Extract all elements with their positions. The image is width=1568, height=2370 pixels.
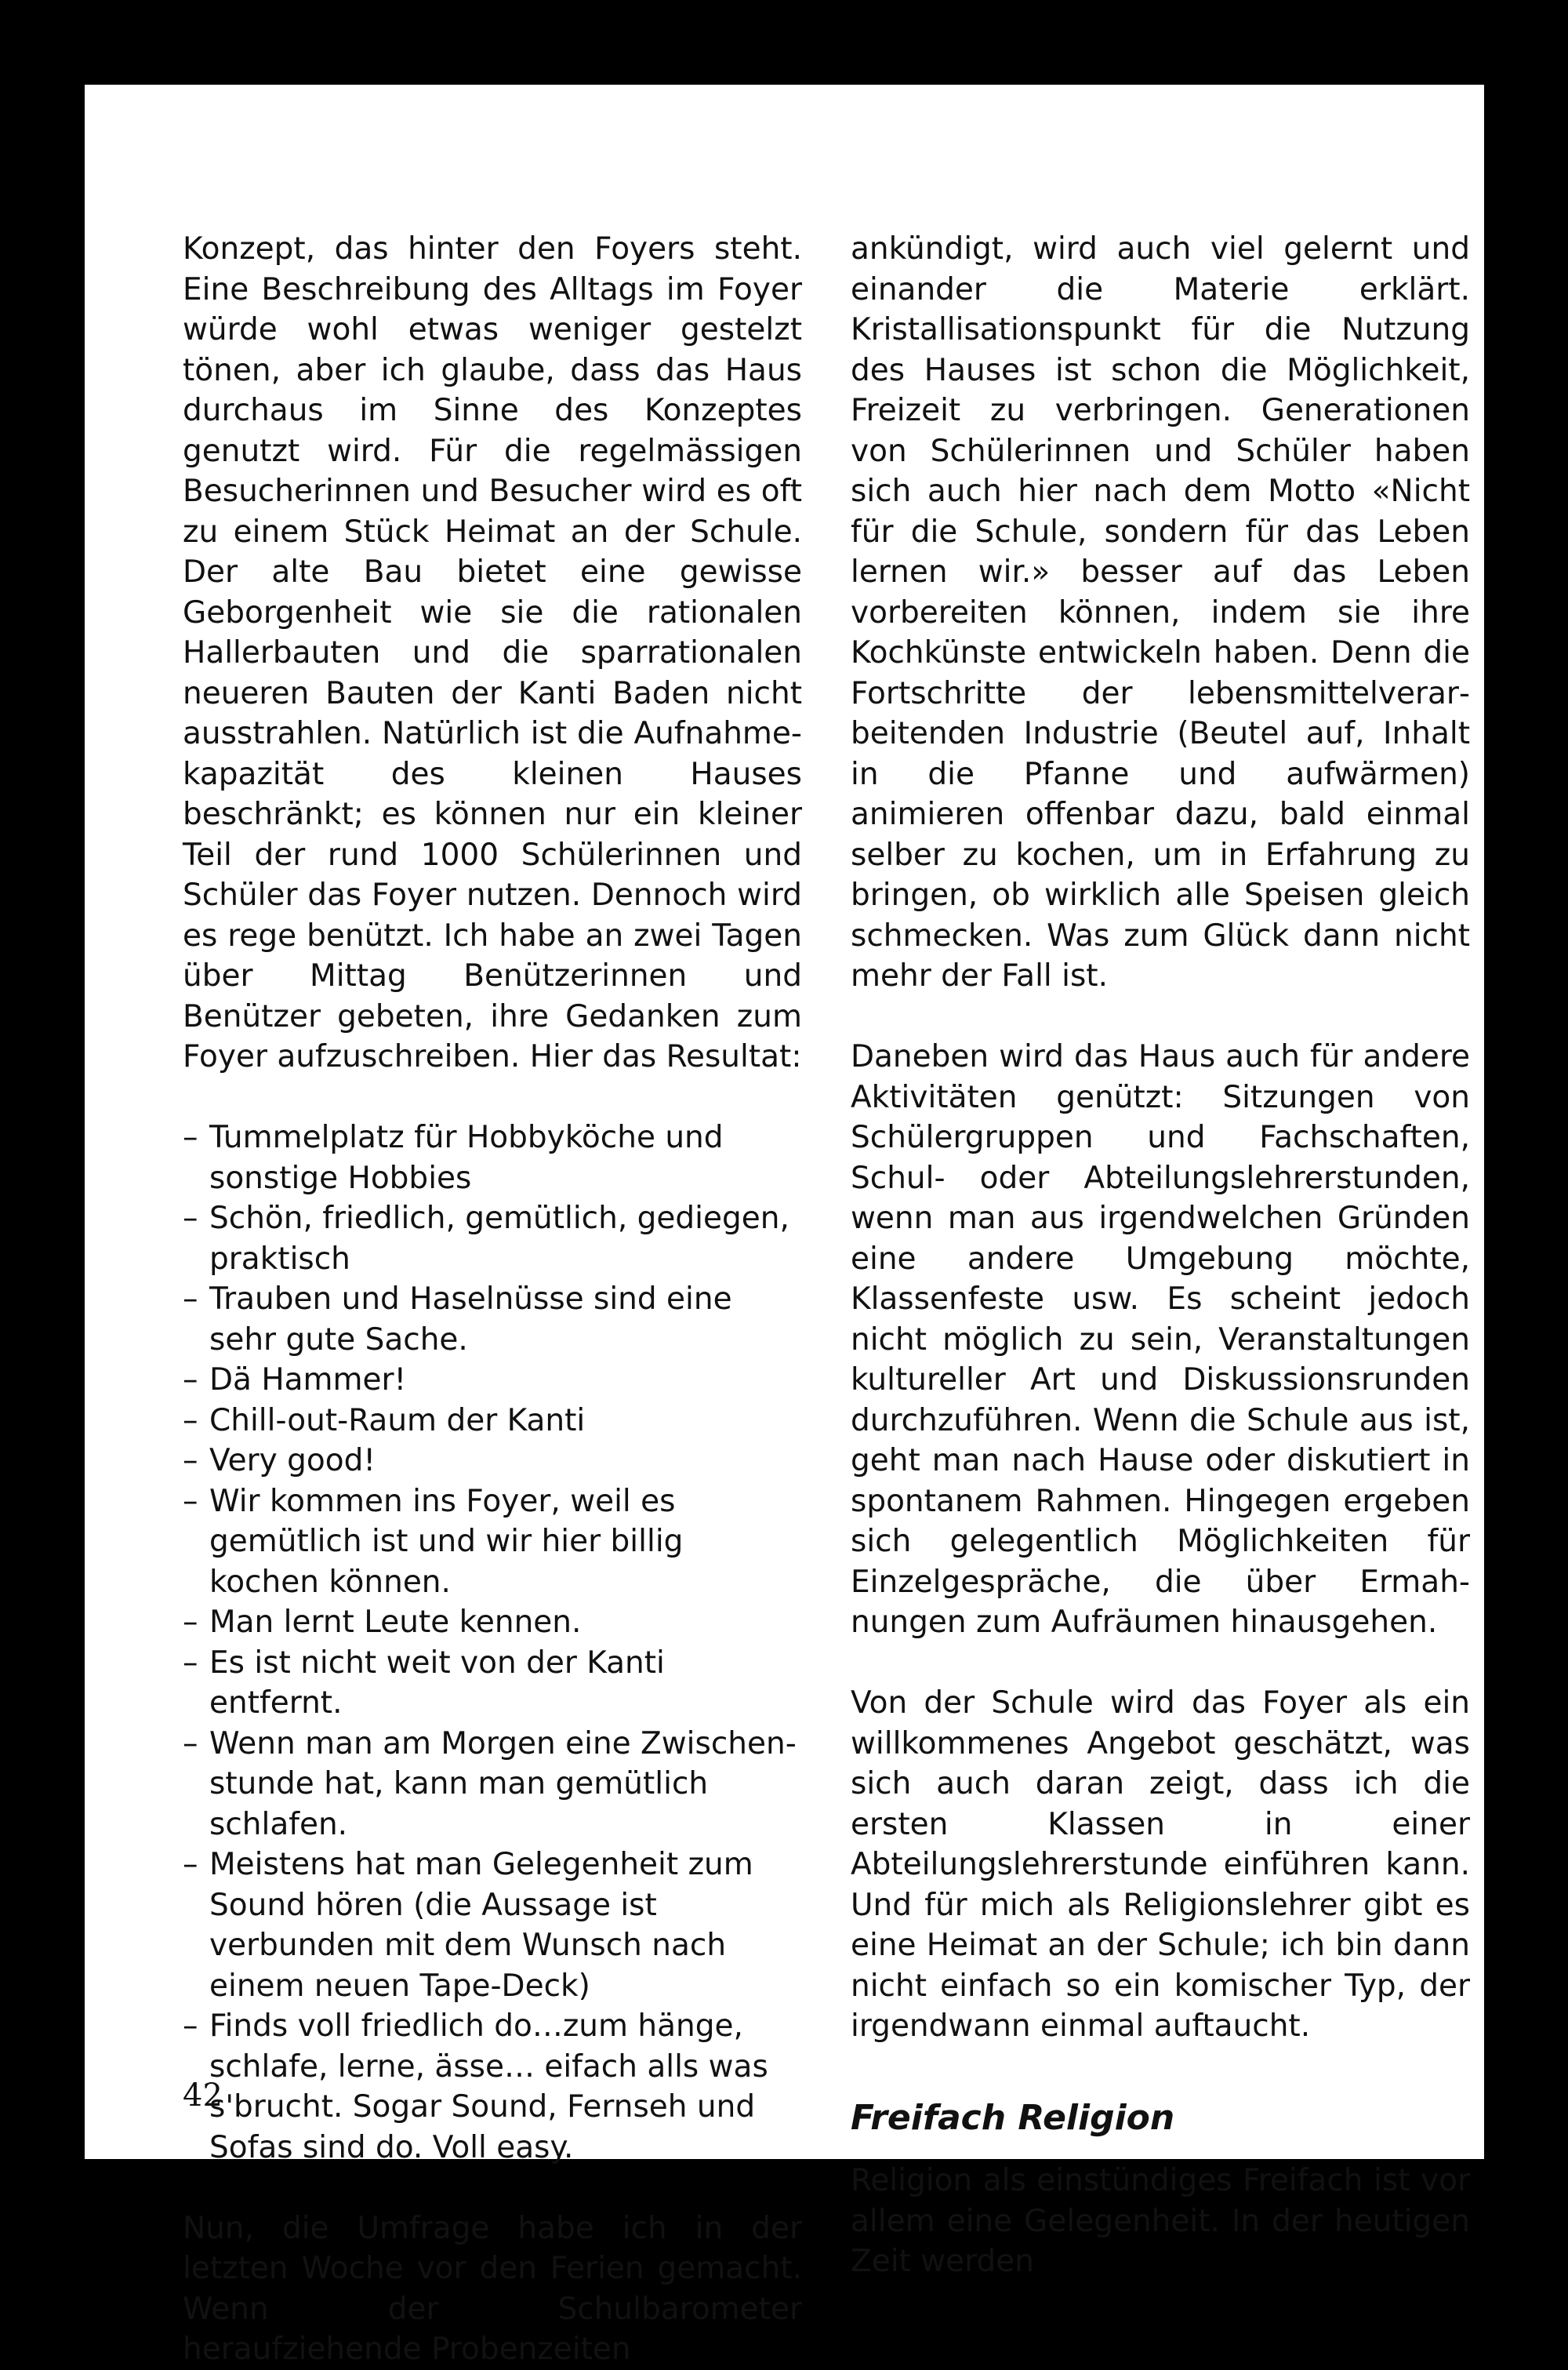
right-paragraph-1: ankündigt, wird auch viel gelernt und einander die Materie erklärt. Kristallisationspunkt für die Nutzung des Hauses ist schon die Möglichkeit, Freizeit zu verbringen. Generationen von Schülerinnen und Schüler haben sich auch hier nach dem Motto «Nicht für die Schule, sondern für das Leben lernen wir.» besser auf das Leben vorbereiten können, indem sie ihre Kochkünste entwickeln haben. Denn die Fortschritte der lebensmittelverarbeitenden Industrie (Beutel auf, Inhalt in die Pfanne und aufwärmen) animieren offenbar dazu, bald einmal selber zu kochen, um in Erfahrung zu bringen, ob wirklich alle Speisen gleich schmecken. Was zum Glück dann nicht mehr der Fall ist. [851, 231, 1470, 994]
paragraph-gap [851, 997, 1470, 1038]
survey-response-list [183, 1118, 802, 2168]
list-item: – Schön, friedlich, gemütlich, gediegen, praktisch [183, 1198, 802, 1279]
list-item: – Chill-out-Raum der Kanti [183, 1401, 802, 1441]
list-item: – Very good! [183, 1441, 802, 1481]
page-sheet [85, 85, 1484, 2367]
paragraph-gap [851, 1643, 1470, 1684]
paragraph-gap [183, 2168, 802, 2208]
list-item: – Es ist nicht weit von der Kanti entfernt. [183, 1643, 802, 1724]
right-paragraph-4: Religion als einstündiges Freifach ist vor allem eine Gelegenheit. In der heutigen Zeit werden [851, 2163, 1470, 2279]
list-item: – Trauben und Haselnüsse sind eine sehr gute Sache. [183, 1279, 802, 1360]
right-paragraph-3: Von der Schule wird das Foyer als ein willkommenes Angebot geschätzt, was sich auch daran zeigt, dass ich die ersten Klassen in einer Abteilungslehrerstunde einführen kann. Und für mich als Religionslehrer gibt es eine Heimat an der Schule; ich bin dann nicht einfach so ein komischer Typ, der irgendwann einmal auftaucht. [851, 1685, 1470, 2044]
paragraph-gap [851, 2047, 1470, 2088]
right-column [851, 229, 1470, 2282]
list-item: – Finds voll friedlich do…zum hänge, schlafe, lerne, ässe… eifach alls was s'brucht. Sogar Sound, Fernseh und Sofas sind do. Voll easy. [183, 2006, 802, 2168]
page-number: 42 [183, 2077, 223, 2114]
list-item: – Dä Hammer! [183, 1360, 802, 1401]
list-item: – Tummelplatz für Hobbyköche und sonstige Hobbies [183, 1118, 802, 1198]
list-item: – Meistens hat man Gelegenheit zum Sound hören (die Aussage ist verbunden mit dem Wunsch nach einem neuen Tape-Deck) [183, 1845, 802, 2006]
left-column [183, 229, 802, 2370]
right-paragraph-2: Daneben wird das Haus auch für andere Aktivitäten genützt: Sitzungen von Schülergruppen und Fachschaften, Schul- oder Abteilungslehrerstunden, wenn man aus irgendwelchen Gründen eine andere Umgebung möchte, Klassenfeste usw. Es scheint jedoch nicht möglich zu sein, Veranstaltungen kultureller Art und Diskussionsrunden durchzuführen. Wenn die Schule aus ist, geht man nach Hause oder diskutiert in spontanem Rahmen. Hingegen ergeben sich gelegentlich Möglichkeiten für Einzelgespräche, die über Ermahnungen zum Aufräumen hinausgehen. [851, 1039, 1470, 1640]
left-paragraph-1: Konzept, das hinter den Foyers steht. Eine Beschreibung des Alltags im Foyer würde wohl etwas weniger gestelzt tönen, aber ich glaube, dass das Haus durchaus im Sinne des Konzeptes genutzt wird. Für die regelmässigen Besucherinnen und Besucher wird es oft zu einem Stück Heimat an der Schule. Der alte Bau bietet eine gewisse Geborgenheit wie sie die rationalen Hallerbauten und die sparrationalen neueren Bauten der Kanti Baden nicht ausstrahlen. Natürlich ist die Aufnahmekapazität des kleinen Hauses beschränkt; es können nur ein kleiner Teil der rund 1000 Schülerinnen und Schüler das Foyer nutzen. Dennoch wird es rege benützt. Ich habe an zwei Tagen über Mittag Benützerinnen und Benützer gebeten, ihre Gedanken zum Foyer aufzuschreiben. Hier das Resultat: [183, 231, 802, 1074]
heading-gap [851, 2150, 1470, 2161]
list-item: – Wenn man am Morgen eine Zwischenstunde hat, kann man gemütlich schlafen. [183, 1724, 802, 1845]
left-paragraph-2: Nun, die Umfrage habe ich in der letzten Woche vor den Ferien gemacht. Wenn der Schulbarometer heraufziehende Probenzeiten [183, 2210, 802, 2367]
paragraph-gap [183, 1078, 802, 1118]
list-item: – Man lernt Leute kennen. [183, 1602, 802, 1643]
list-item: – Wir kommen ins Foyer, weil es gemütlich ist und wir hier billig kochen können. [183, 1481, 802, 1603]
section-heading: Freifach Religion [851, 2098, 1175, 2138]
